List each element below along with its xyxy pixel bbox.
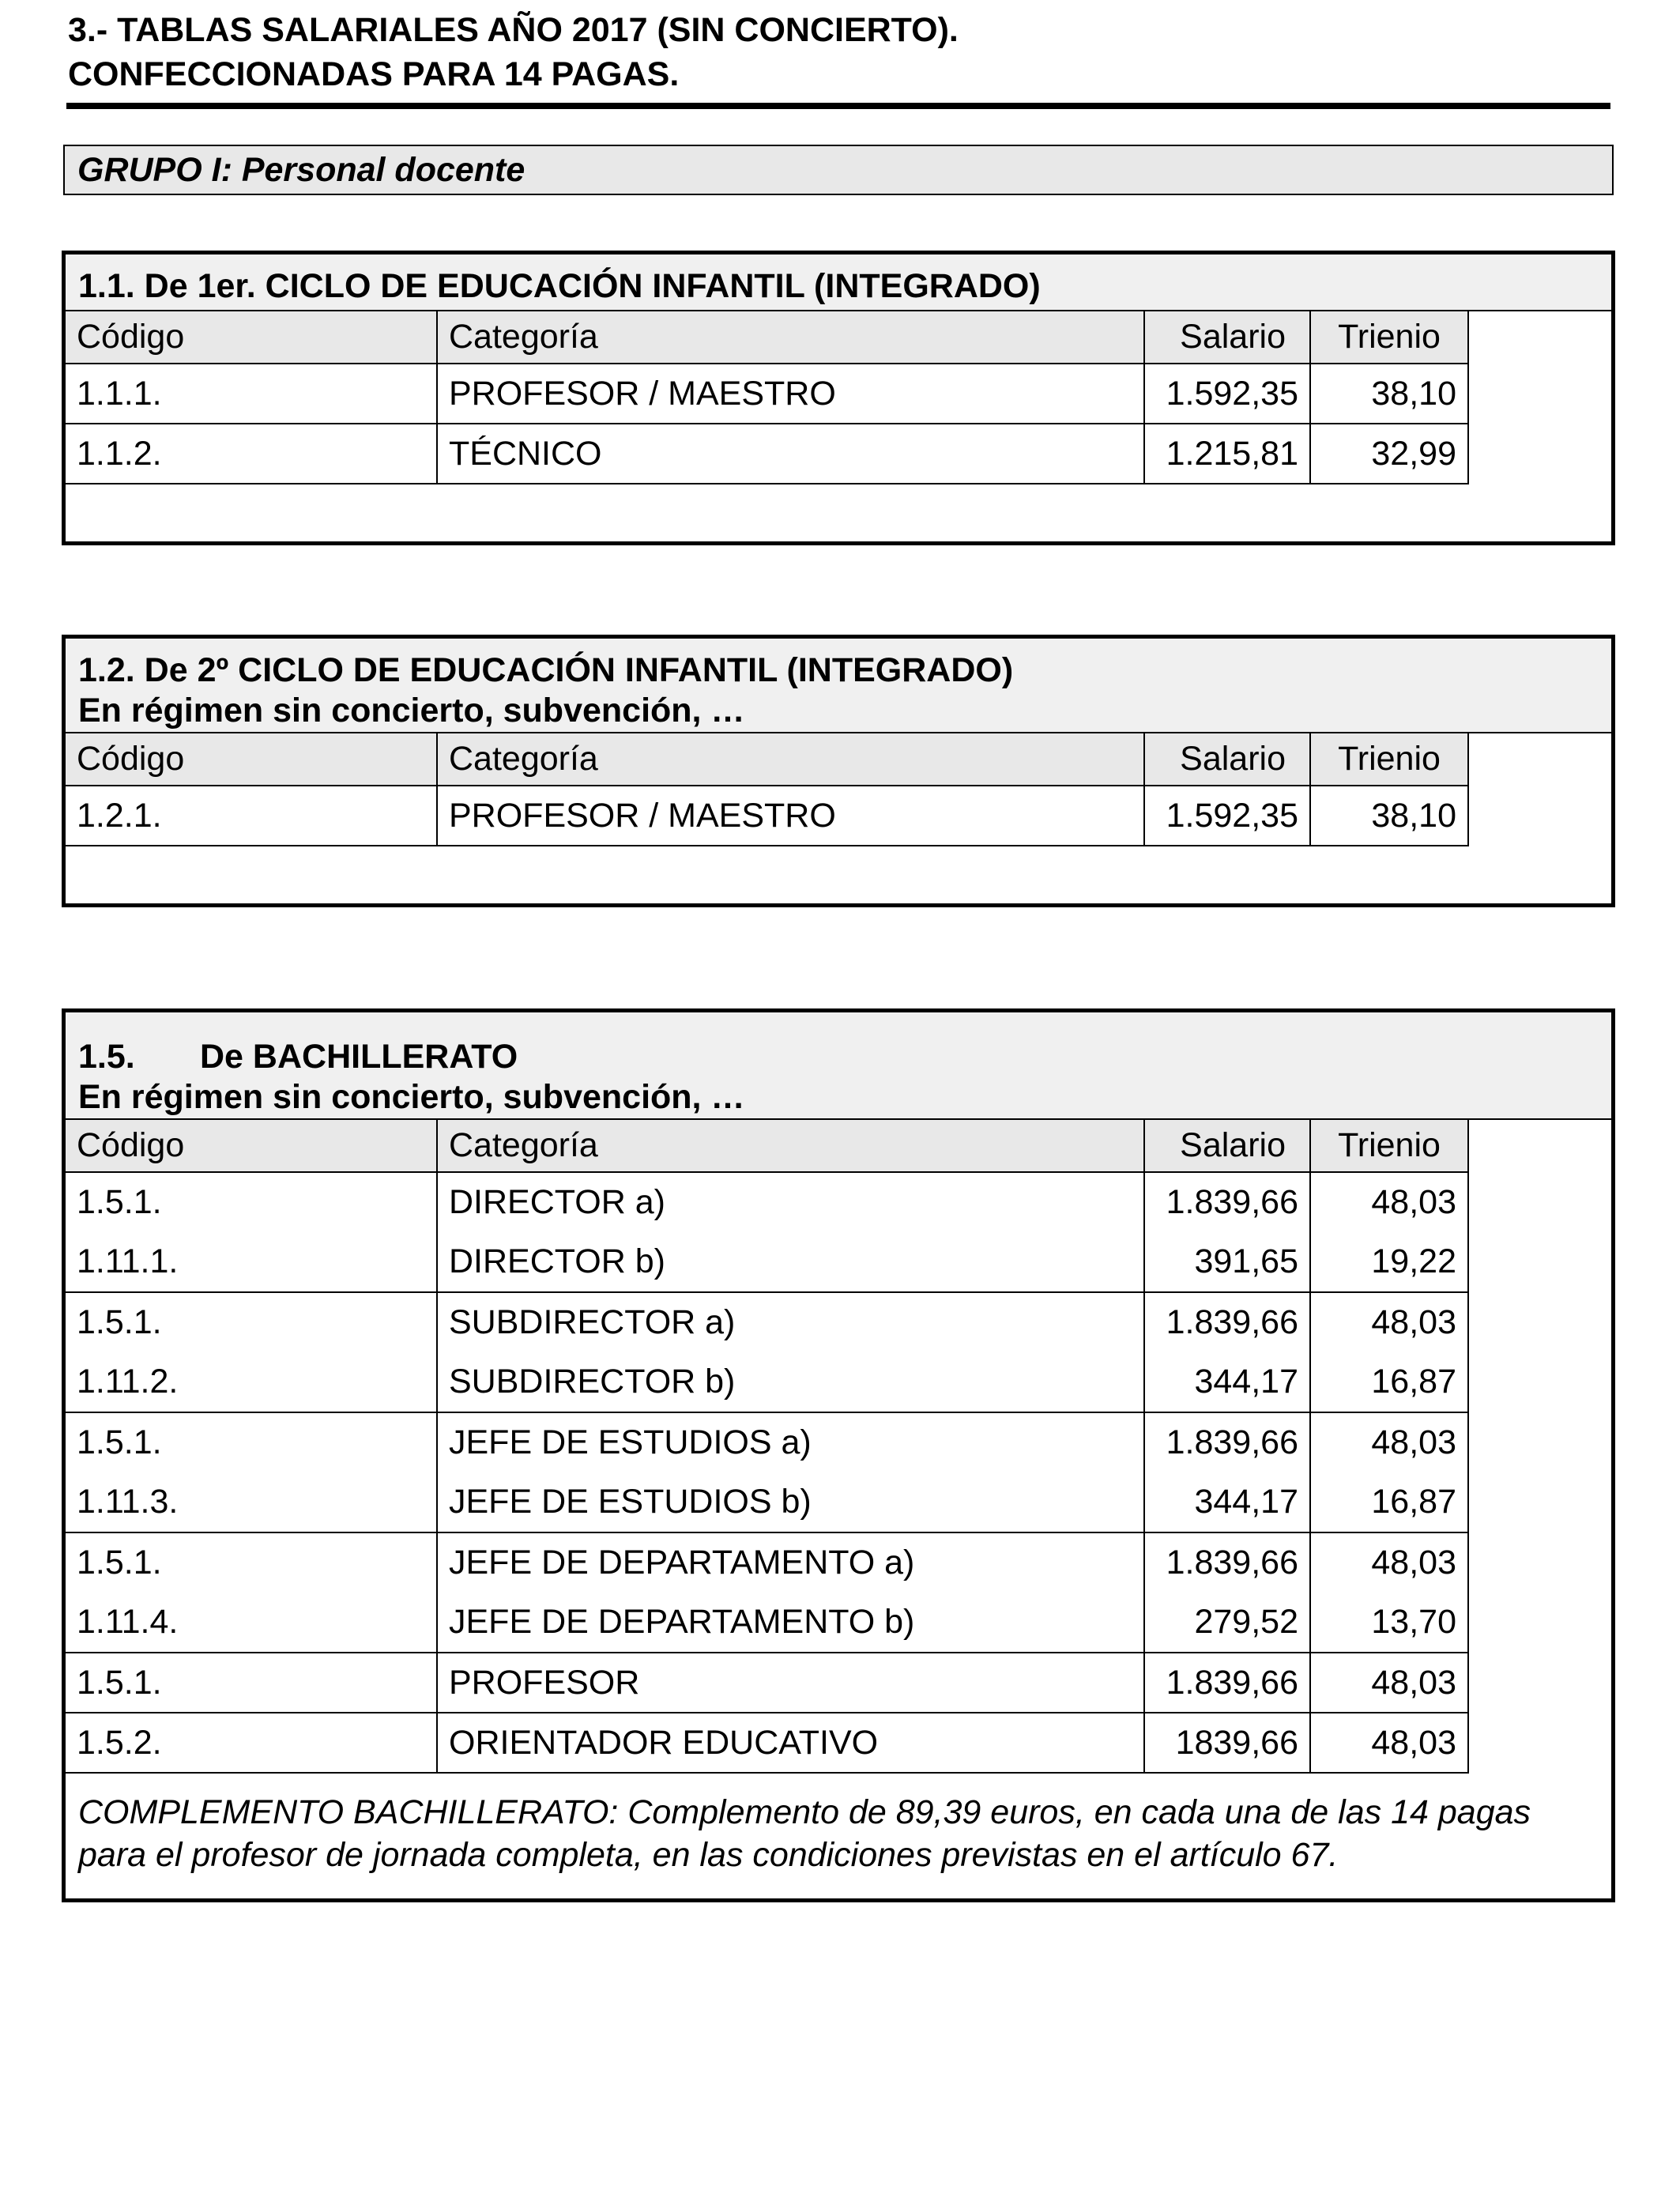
section-infantil-1 — [62, 251, 1615, 545]
table-row — [66, 1472, 1468, 1532]
cell-salary: 1.839,66 — [1144, 1532, 1310, 1593]
cell-trienio: 16,87 — [1310, 1352, 1468, 1412]
table-row — [66, 1352, 1468, 1412]
table-row — [66, 1713, 1468, 1773]
cell-salary: 1.592,35 — [1144, 786, 1310, 846]
cell-category: PROFESOR / MAESTRO — [437, 786, 1144, 846]
cell-salary: 1.839,66 — [1144, 1653, 1310, 1713]
cell-category: DIRECTOR b) — [437, 1232, 1144, 1292]
section-bachillerato — [62, 1008, 1615, 1902]
section-footer-space — [66, 484, 1611, 541]
section-number: 1.5. — [78, 1038, 135, 1076]
cell-code: 1.1.2. — [66, 424, 437, 484]
group-heading: GRUPO I: Personal docente — [63, 145, 1614, 195]
table-row — [66, 1232, 1468, 1292]
column-header-salary: Salario — [1144, 311, 1310, 364]
cell-salary: 279,52 — [1144, 1593, 1310, 1653]
cell-trienio: 48,03 — [1310, 1412, 1468, 1472]
table-header-row — [66, 733, 1468, 786]
table-row — [66, 1292, 1468, 1352]
cell-category: JEFE DE ESTUDIOS b) — [437, 1472, 1144, 1532]
section-title-block — [66, 639, 1611, 733]
column-header-trienio: Trienio — [1310, 733, 1468, 786]
table-row — [66, 424, 1468, 484]
cell-trienio: 13,70 — [1310, 1593, 1468, 1653]
section-subtitle: En régimen sin concierto, subvención, … — [78, 1078, 745, 1116]
document-title-line-2: CONFECCIONADAS PARA 14 PAGAS. — [68, 55, 680, 93]
document-title-line-1: 3.- TABLAS SALARIALES AÑO 2017 (SIN CONCIERTO). — [68, 11, 959, 49]
section-title-block — [66, 1012, 1611, 1120]
table-header-row — [66, 1120, 1468, 1172]
salary-table — [66, 733, 1469, 846]
section-infantil-2 — [62, 635, 1615, 907]
table-row — [66, 1532, 1468, 1593]
cell-salary: 1.839,66 — [1144, 1172, 1310, 1232]
cell-trienio: 48,03 — [1310, 1532, 1468, 1593]
table-row — [66, 364, 1468, 424]
cell-salary: 1.839,66 — [1144, 1292, 1310, 1352]
header-divider — [66, 103, 1610, 109]
cell-category: PROFESOR / MAESTRO — [437, 364, 1144, 424]
column-header-category: Categoría — [437, 733, 1144, 786]
section-footer-space — [66, 846, 1611, 903]
cell-category: ORIENTADOR EDUCATIVO — [437, 1713, 1144, 1773]
section-title-text: De BACHILLERATO — [200, 1038, 518, 1076]
column-header-trienio: Trienio — [1310, 311, 1468, 364]
cell-category: JEFE DE DEPARTAMENTO a) — [437, 1532, 1144, 1593]
cell-code: 1.5.1. — [66, 1412, 437, 1472]
complement-note: COMPLEMENTO BACHILLERATO: Complemento de 89,39 euros, en cada una de las 14 pagas para el profesor de jornada completa, en las condiciones previstas en el artículo 67. — [78, 1793, 1531, 1874]
cell-code: 1.1.1. — [66, 364, 437, 424]
cell-category: TÉCNICO — [437, 424, 1144, 484]
cell-salary: 1839,66 — [1144, 1713, 1310, 1773]
cell-trienio: 32,99 — [1310, 424, 1468, 484]
cell-code: 1.5.1. — [66, 1172, 437, 1232]
cell-salary: 344,17 — [1144, 1352, 1310, 1412]
cell-salary: 344,17 — [1144, 1472, 1310, 1532]
cell-category: SUBDIRECTOR b) — [437, 1352, 1144, 1412]
cell-trienio: 48,03 — [1310, 1653, 1468, 1713]
cell-salary: 1.592,35 — [1144, 364, 1310, 424]
cell-trienio: 48,03 — [1310, 1713, 1468, 1773]
section-subtitle: En régimen sin concierto, subvención, … — [78, 692, 745, 729]
cell-code: 1.5.1. — [66, 1532, 437, 1593]
cell-code: 1.5.1. — [66, 1292, 437, 1352]
section-title: 1.2. De 2º CICLO DE EDUCACIÓN INFANTIL (INTEGRADO) — [78, 651, 1014, 689]
cell-code: 1.11.2. — [66, 1352, 437, 1412]
column-header-trienio: Trienio — [1310, 1120, 1468, 1172]
cell-trienio: 48,03 — [1310, 1172, 1468, 1232]
cell-trienio: 38,10 — [1310, 364, 1468, 424]
column-header-salary: Salario — [1144, 733, 1310, 786]
document-header — [68, 8, 1609, 96]
cell-category: DIRECTOR a) — [437, 1172, 1144, 1232]
cell-trienio: 48,03 — [1310, 1292, 1468, 1352]
cell-trienio: 38,10 — [1310, 786, 1468, 846]
cell-category: JEFE DE DEPARTAMENTO b) — [437, 1593, 1144, 1653]
column-header-code: Código — [66, 1120, 437, 1172]
column-header-category: Categoría — [437, 311, 1144, 364]
column-header-code: Código — [66, 311, 437, 364]
cell-trienio: 19,22 — [1310, 1232, 1468, 1292]
cell-code: 1.11.1. — [66, 1232, 437, 1292]
cell-code: 1.2.1. — [66, 786, 437, 846]
table-row — [66, 1172, 1468, 1232]
table-row — [66, 1593, 1468, 1653]
cell-salary: 391,65 — [1144, 1232, 1310, 1292]
section-title — [78, 1035, 1599, 1079]
column-header-code: Código — [66, 733, 437, 786]
column-header-salary: Salario — [1144, 1120, 1310, 1172]
cell-salary: 1.839,66 — [1144, 1412, 1310, 1472]
cell-code: 1.5.2. — [66, 1713, 437, 1773]
salary-table — [66, 1120, 1469, 1774]
cell-trienio: 16,87 — [1310, 1472, 1468, 1532]
cell-salary: 1.215,81 — [1144, 424, 1310, 484]
section-title: 1.1. De 1er. CICLO DE EDUCACIÓN INFANTIL (INTEGRADO) — [66, 254, 1611, 311]
cell-code: 1.5.1. — [66, 1653, 437, 1713]
table-row — [66, 786, 1468, 846]
column-header-category: Categoría — [437, 1120, 1144, 1172]
cell-category: JEFE DE ESTUDIOS a) — [437, 1412, 1144, 1472]
cell-category: PROFESOR — [437, 1653, 1144, 1713]
cell-code: 1.11.3. — [66, 1472, 437, 1532]
cell-category: SUBDIRECTOR a) — [437, 1292, 1144, 1352]
cell-code: 1.11.4. — [66, 1593, 437, 1653]
table-row — [66, 1653, 1468, 1713]
salary-table — [66, 311, 1469, 484]
table-row — [66, 1412, 1468, 1472]
table-header-row — [66, 311, 1468, 364]
